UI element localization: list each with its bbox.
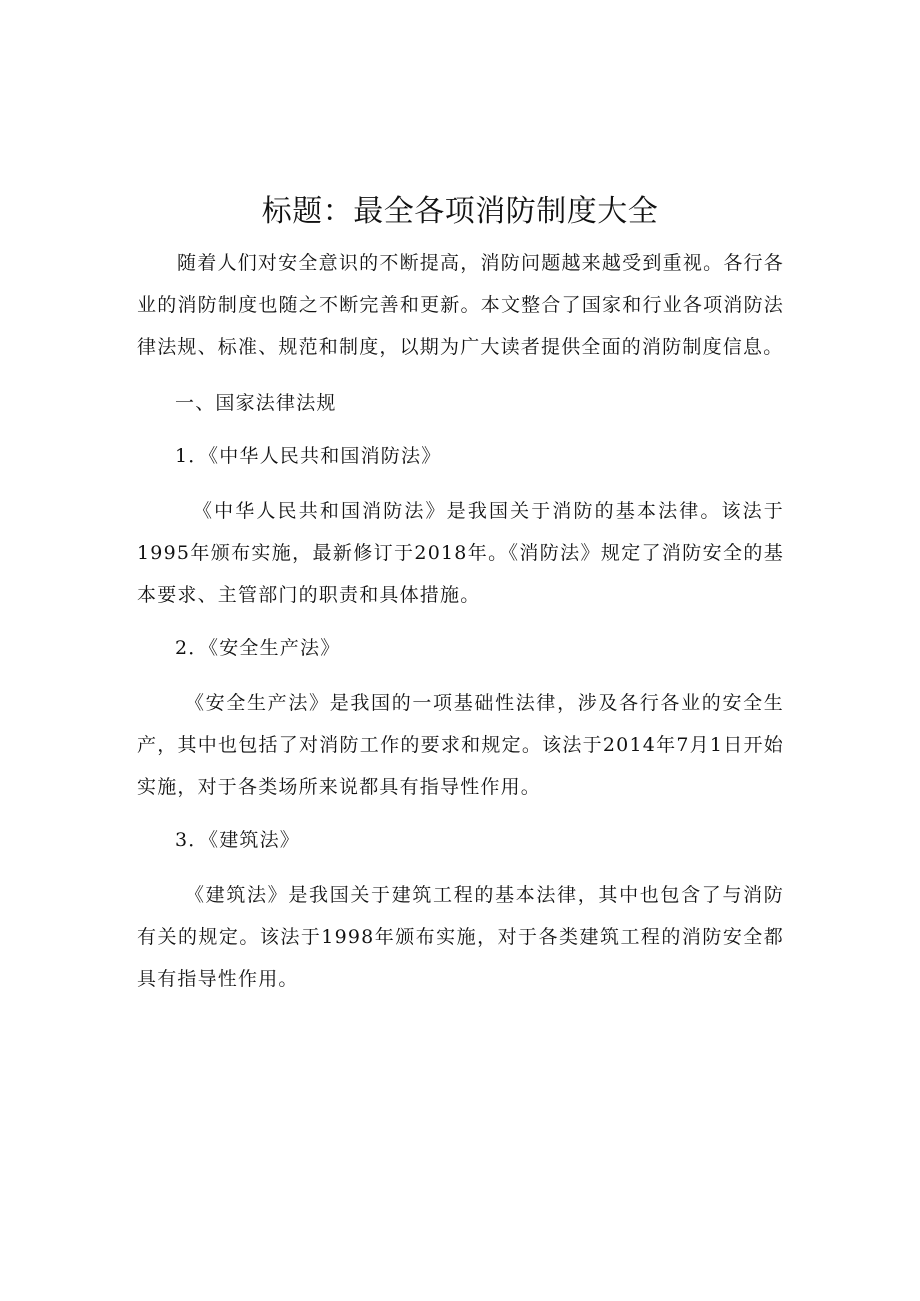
section-heading: 一、国家法律法规 [175, 392, 337, 414]
law-heading-fire-protection: 1．《中华人民共和国消防法》 [175, 445, 442, 467]
law-body-construction: 《建筑法》是我国关于建筑工程的基本法律，其中也包含了与消防有关的规定。该法于1998年颁布实施，对于各类建筑工程的消防安全都具有指导性作用。 [137, 884, 784, 990]
document-title: 标题：最全各项消防制度大全 [261, 194, 659, 229]
law-heading-work-safety: 2．《安全生产法》 [175, 637, 341, 659]
law-heading-construction: 3．《建筑法》 [175, 829, 300, 851]
intro-paragraph: 随着人们对安全意识的不断提高，消防问题越来越受到重视。各行各业的消防制度也随之不断完善和更新。本文整合了国家和行业各项消防法律法规、标准、规范和制度，以期为广大读者提供全面的消防制度信息。 [137, 252, 784, 358]
law-body-fire-protection: 《中华人民共和国消防法》是我国关于消防的基本法律。该法于1995年颁布实施，最新修订于2018年。《消防法》规定了消防安全的基本要求、主管部门的职责和具体措施。 [137, 500, 784, 606]
law-body-work-safety: 《安全生产法》是我国的一项基础性法律，涉及各行各业的安全生产，其中也包括了对消防工作的要求和规定。该法于2014年7月1日开始实施，对于各类场所来说都具有指导性作用。 [137, 692, 784, 798]
